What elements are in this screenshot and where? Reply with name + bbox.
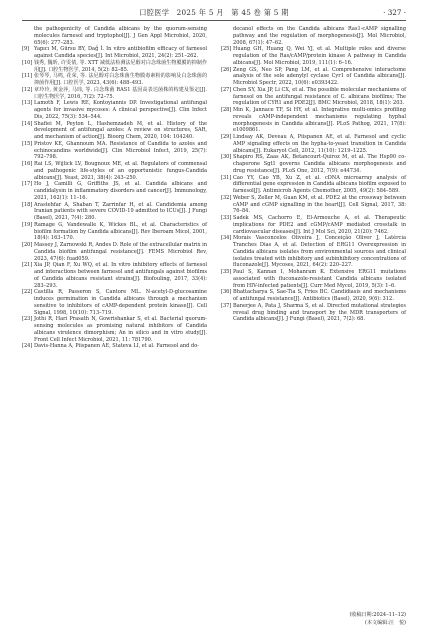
reference-text: Rai LS, Wijlick LV, Bougnoux ME, et al. Regulators of commensal and pathogenic life-styles of an opportunistic fungus-Candida albicans[J]. Yeast, 2021, 38(4): 243–250. [34, 161, 207, 181]
reference-entry [22, 262, 207, 289]
reference-number: [28] [221, 107, 232, 113]
received-date: (收稿日期:2024–11–12) [349, 612, 406, 618]
reference-number: [30] [221, 154, 232, 161]
reference-text: Min K, Jannace TF, Si HY, et al. Integrative multi-omics profiling reveals cAMP-independent mechanisms regulating hyphal morphogenesis in Candida albicans[J]. PLoS Pathog, 2021, 17(8): e1009861. [233, 107, 406, 134]
reference-entry [221, 107, 406, 134]
reference-number: [35] [221, 269, 232, 275]
reference-number [22, 26, 34, 46]
reference-number: [19] [22, 221, 33, 228]
reference-text: Ho J, Camilli G, Griffiths JS, et al. Candida albicans and candidalysin in inflammatory disorders and cancer[J]. Immunology, 2021, 162(1): 11–16. [34, 181, 207, 201]
reference-number: [23] [22, 316, 33, 323]
reference-entry [221, 215, 406, 235]
reference-entry [22, 202, 207, 222]
reference-entry [22, 121, 207, 141]
reference-text: Chen SY, Xia JP, Li CX, et al. The possible molecular mechanisms of farnesol on the antifungal resistance of C. albicans biofilms; The regulation of CYR1 and PDE2[J]. BMC Microbiol, 2018, 18(1): 203. [233, 86, 406, 107]
reference-text: Shapiro RS, Zaas AK, Betancourt-Quiroz M, et al. The Hsp90 co-chaperone Sgt1 governs Candida albicans morphogenesis and drug resistance[J]. PLoS One, 2012, 7(9): e44734. [233, 154, 406, 174]
reference-text: Weber S, Zeller M, Guan KM, et al. PDE2 at the crossway between cAMP and cGMP signalling in the heart[J]. Cell Signal, 2017, 38: 76–84. [233, 194, 406, 215]
reference-number: [36] [221, 289, 232, 296]
reference-number: [34] [221, 235, 232, 242]
reference-entry [221, 175, 406, 195]
reference-number: [27] [221, 86, 232, 93]
page-number: · 327 · [383, 8, 406, 17]
reference-text: Lamoth F, Lewis RE, Kontoyiannis DP. Investigational antifungal agents for invasive mycoses: A clinical perspective[J]. Clin Infect Dis, 2022, 75(3): 534–544. [34, 100, 207, 120]
reference-entry [221, 195, 406, 215]
reference-text: Paul S, Kannan I, Mohanram K. Extensive ERG11 mutations associated with fluconazole-resistant Candida albicans isolated from HIV-infected patients[J]. Curr Med Mycol, 2019, 5(3): 1–6. [233, 269, 406, 289]
reference-number: [13] [22, 100, 33, 107]
reference-entry [22, 242, 207, 262]
reference-number: [26] [221, 66, 232, 73]
reference-text: Shafiei M, Peyton L, Hashemzadeh M, et al. History of the development of antifungal azoles: A review on structures, SAR, and mechanism of action[J]. Bioorg Chem, 2020, 104: 104240. [34, 120, 207, 140]
reference-number: [25] [221, 46, 232, 53]
reference-entry [221, 154, 406, 174]
reference-text: Lindsay AK, Deveau A, Piispanen AE, et al. Farnesol and cyclic AMP signaling effects on the hypha-to-yeast transition in Candida albicans[J]. Eukaryot Cell, 2012, 11(10): 1219–1225. [233, 134, 406, 154]
reference-number: [14] [22, 120, 33, 127]
reference-entry [221, 46, 406, 66]
reference-text: Castilla R, Passeron S, Cantore ML. N-acetyl-D-glucosamine induces germination in Candida albicans through a mechanism sensitive to inhibitors of cAMP-dependent protein kinase[J]. Cell Signal, 1998, 10(10): 713–719. [34, 289, 207, 316]
reference-text: 钱秀, 魏昕, 许雯倩, 等. XTT 减低法检测法尼醇对白念珠菌生物膜膜的抑制作用[J]. 口腔生物医学, 2014, 5(2): 82–85. [34, 59, 207, 73]
reference-number: [29] [221, 134, 232, 140]
reference-entry [22, 87, 207, 101]
reference-number: [20] [22, 242, 33, 248]
reference-entry [22, 289, 207, 316]
reference-text: Xia JP, Qian F, Xu WQ, et al. In vitro inhibitory effects of farnesol and interactions between farnesol and antifungals against biofilms of Candida albicans resistant strains[J]. Biofouling, 2017, 33(4): 283–293. [34, 262, 207, 289]
reference-text: Davis-Hanna A, Piispanen AE, Stateva LI, et al. Farnesol and do- [34, 343, 199, 350]
reference-number: [11] [22, 73, 33, 80]
reference-text: Jothi R, Hari Prasath N, Gowrishankar S, et al. Bacterial quorum-sensing molecules as promising natural inhibitors of Candida albicans virulence dimorphism; An in silico and in vitro study[J]. Front Cell Infect Microbiol, 2021, 11: 781790. [34, 316, 207, 343]
reference-number: [9] [22, 46, 30, 53]
reference-entry [221, 87, 406, 107]
reference-column-right [221, 26, 406, 323]
reference-number: [24] [22, 343, 33, 350]
running-header [22, 6, 406, 20]
reference-entry [22, 141, 207, 161]
reference-entry [22, 343, 207, 350]
reference-entry [22, 46, 207, 60]
reference-entry [22, 222, 207, 242]
reference-text: Banerjee A, Pata J, Sharma S, et al. Directed mutational strategies reveal drug binding and transport by the MDR transporters of Candida albicans[J]. J Fungi (Basel), 2021, 7(2): 68. [233, 302, 406, 323]
reference-entry [221, 134, 406, 154]
reference-number: [18] [22, 201, 33, 208]
reference-number: [22] [22, 289, 33, 296]
reference-number: [21] [22, 262, 33, 269]
reference-text: Bhattacharya S, Sae-Tia S, Fries BC. Candidiasis and mechanisms of antifungal resistance[J]. Antibiotics (Basel), 2020, 9(6): 312. [233, 289, 406, 302]
reference-text: Morais Vasconcelos Oliveira J, Conceição Oliver J, Latércia Tranches Dias A, et al. Detection of ERG11 Overexpression in Candida albicans isolates from environmental sources and clinical isolates treated with inhibitory and subinhibitory concentrations of fluconazole[J]. Mycoses, 2021, 64(2): 220–227. [233, 235, 406, 269]
reference-entry [22, 60, 207, 74]
reference-number: [10] [22, 59, 33, 66]
reference-number [221, 26, 233, 46]
reference-text: the pathogenicity of Candida albicans by the quorum-sensing molecules farnesol and tryptophol[J]. J Gen Appl Microbiol, 2020, 65(6): 277–283. [34, 26, 207, 46]
journal-issue-label: 口腔医学 2025 年 5 月 第 45 卷 第 5 期 [139, 8, 289, 17]
reference-number: [32] [221, 194, 232, 201]
reference-text: Pristov KE, Ghannoum MA. Resistance of Candida to azoles and echinocandins worldwide[J]. Clin Microbiol Infect, 2019, 25(7): 792–798. [34, 140, 207, 161]
reference-entry [221, 289, 406, 303]
reference-text: Arastehfar A, Shaban T, Zarrinfar H, et al. Candidemia among Iranian patients with severe COVID-19 admitted to ICUs[J]. J Fungi (Basel), 2021, 7(4): 280. [34, 201, 207, 221]
reference-entry [221, 269, 406, 289]
reference-number: [31] [221, 174, 232, 181]
reference-number: [16] [22, 161, 33, 167]
reference-entry [22, 26, 207, 46]
reference-number: [37] [221, 302, 232, 309]
reference-entry [22, 181, 207, 201]
reference-number: [15] [22, 140, 33, 147]
reference-entry [22, 161, 207, 181]
reference-number: [33] [221, 215, 232, 221]
editor-note: (本文编辑:汪 悦) [365, 620, 406, 626]
reference-entry [22, 100, 207, 120]
reference-text: Sadek MS, Cachorro E, El-Armouche A, et al. Therapeutic implications for PDE2 and cGMP/cAMP mediated crosstalk in cardiovascular diseases[J]. Int J Mol Sci, 2020, 21(20): 7462. [233, 215, 406, 235]
header-rule [22, 20, 406, 21]
reference-entry [221, 303, 406, 323]
reference-text: Huang GH, Huang Q, Wei YJ, et al. Multiple roles and diverse regulation of the Ras/cAMP/protein kinase A pathway in Candida albicans[J]. Mol Microbiol, 2019, 111(1): 6–16. [233, 46, 406, 66]
reference-number: [17] [22, 181, 33, 188]
reference-text: Cao YY, Cao YB, Xu Z, et al. cDNA microarray analysis of differential gene expression in Candida albicans biofilm exposed to farnesol[J]. Antimicrob Agents Chemother, 2005, 49(2): 584–589. [233, 174, 406, 194]
reference-text: Yapıcı M, Gürsu BY, Dağ İ. In vitro antibiofilm efficacy of farnesol against Candida species[J]. Int Microbiol, 2021, 24(2): 251–262. [34, 46, 207, 59]
reference-text: 张琴琴, 马鸣, 花荣, 等. 法尼醇对白念珠菌生物膜毒素粉的影响及白念珠菌的抑菌作用[J]. 口腔医学, 2023, 43(6): 488–493. [34, 73, 207, 86]
reference-entry [221, 67, 406, 87]
reference-text: Zeng GS, Neo SP, Pang LM, et al. Comprehensive interactome analysis of the sole adenylyl cyclase Cyr1 of Candida albicans[J]. Microbiol Spectr, 2022, 10(6): e0393422. [233, 66, 406, 86]
reference-column-left [22, 26, 207, 350]
reference-entry [221, 235, 406, 269]
reference-text: Ramage G, Vandewalle K, Wickes BL, et al. Characteristics of biofilm formation by Candida albicans[J]. Rev Iberoam Micol, 2001, 18(4): 163–170. [34, 221, 207, 242]
reference-text: 章玲玲, 黄金萍, 马玮, 等. 白念珠菌 RAS1 基因高表达菌株的构建及鉴定[J]. 口腔生物医学, 2016, 7(2): 72–75. [34, 86, 207, 100]
reference-entry [221, 26, 406, 46]
reference-text: decanol effects on the Candida albicans Ras1-cAMP signalling pathway and the regulation of morphogenesis[J]. Mol Microbiol, 2008, 67(1): 47–62. [233, 26, 406, 46]
reference-number: [12] [22, 86, 33, 93]
reference-text: Massey J, Zarnowski R, Andes D. Role of the extracellular matrix in Candida biofilm antifungal resistance[J]. FEMS Microbiol Rev, 2023, 47(6): fuad059. [34, 242, 207, 262]
reference-entry [22, 73, 207, 87]
reference-entry [22, 316, 207, 343]
